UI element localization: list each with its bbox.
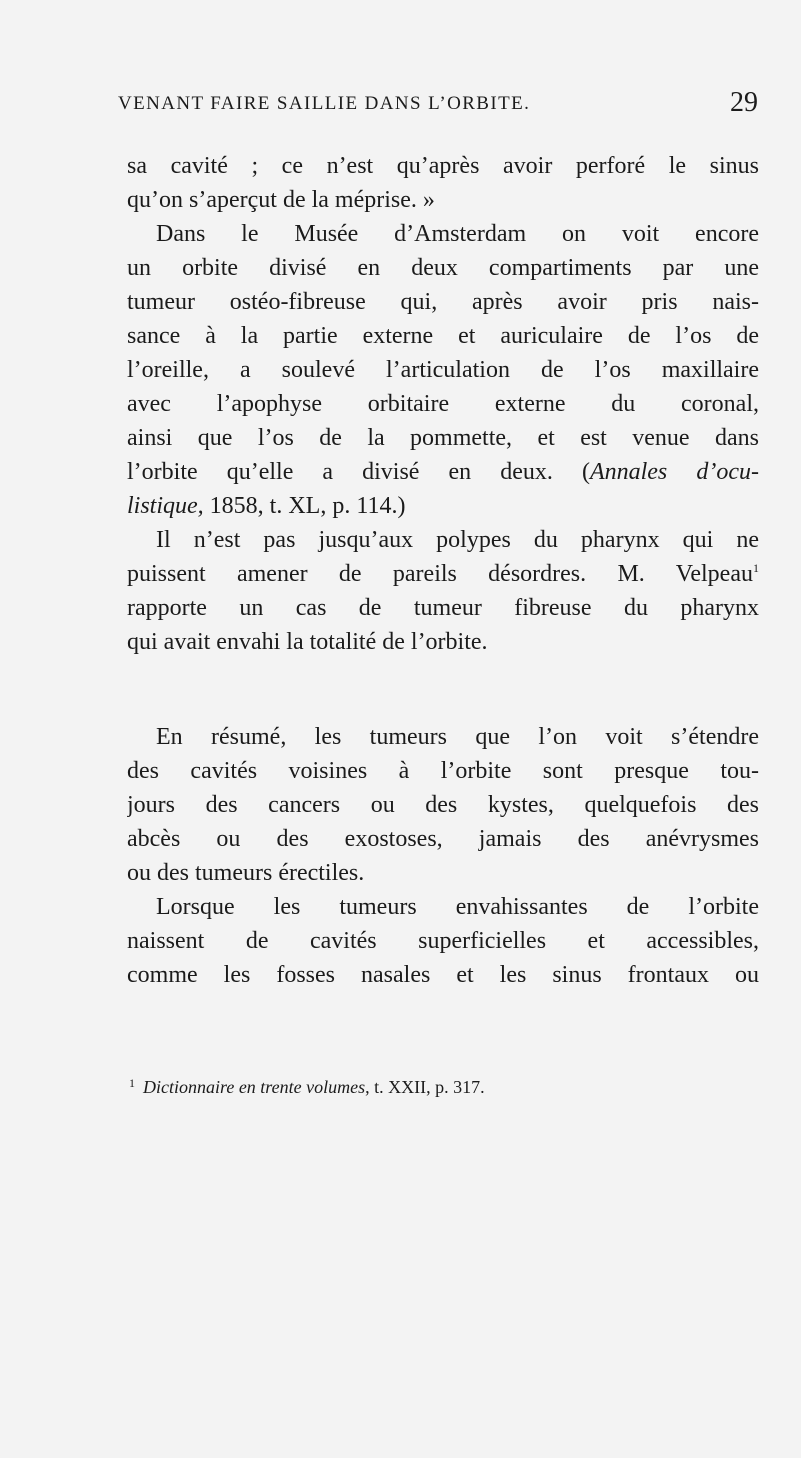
text-line: sa cavité ; ce n’est qu’après avoir perforé le sinus bbox=[127, 153, 759, 179]
footnote bbox=[129, 1071, 485, 1099]
text-line-with-citation bbox=[127, 457, 759, 487]
footnote-reference: 1 bbox=[753, 561, 759, 575]
footnote-mark: 1 bbox=[129, 1076, 135, 1090]
running-title: VENANT FAIRE SAILLIE DANS L’ORBITE. bbox=[118, 93, 531, 114]
text-line: naissent de cavités superficielles et accessibles, bbox=[127, 928, 759, 954]
text-run: 1858, t. XL, p. 114.) bbox=[209, 493, 406, 519]
text-line: jours des cancers ou des kystes, quelquefois des bbox=[127, 792, 759, 818]
footnote-title: Dictionnaire en trente volumes bbox=[143, 1077, 366, 1097]
text-line: rapporte un cas de tumeur fibreuse du pharynx bbox=[127, 595, 759, 621]
text-line: sance à la partie externe et auriculaire de l’os de bbox=[127, 323, 759, 349]
text-line: qu’on s’aperçut de la méprise. » bbox=[127, 187, 435, 213]
text-run: l’orbite qu’elle a divisé en deux. ( bbox=[127, 459, 590, 485]
text-line: Dans le Musée d’Amsterdam on voit encore bbox=[156, 221, 759, 247]
text-line-with-note bbox=[127, 559, 759, 589]
text-line: un orbite divisé en deux compartiments par une bbox=[127, 255, 759, 281]
text-line: ou des tumeurs érectiles. bbox=[127, 860, 365, 886]
footnote-text: , t. XXII, p. 317. bbox=[365, 1077, 485, 1097]
text-line: avec l’apophyse orbitaire externe du coronal, bbox=[127, 391, 759, 417]
text-line-with-citation bbox=[127, 491, 759, 521]
text-line: des cavités voisines à l’orbite sont presque tou- bbox=[127, 758, 759, 784]
text-line: ainsi que l’os de la pommette, et est venue dans bbox=[127, 425, 759, 451]
citation-title: listique, bbox=[127, 493, 204, 519]
text-run: puissent amener de pareils désordres. M. Velpeau bbox=[127, 561, 753, 587]
text-line: En résumé, les tumeurs que l’on voit s’étendre bbox=[156, 724, 759, 750]
citation-title: Annales d’ocu- bbox=[589, 459, 759, 485]
text-line: Lorsque les tumeurs envahissantes de l’orbite bbox=[156, 894, 759, 920]
text-line: comme les fosses nasales et les sinus frontaux ou bbox=[127, 962, 759, 988]
text-line: tumeur ostéo-fibreuse qui, après avoir pris nais- bbox=[127, 289, 759, 315]
text-line: qui avait envahi la totalité de l’orbite. bbox=[127, 629, 488, 655]
text-line: Il n’est pas jusqu’aux polypes du pharynx qui ne bbox=[156, 527, 759, 553]
text-line: l’oreille, a soulevé l’articulation de l’os maxillaire bbox=[127, 357, 759, 383]
page-number: 29 bbox=[730, 87, 758, 118]
text-line: abcès ou des exostoses, jamais des anévrysmes bbox=[127, 826, 759, 852]
running-head bbox=[118, 87, 758, 133]
